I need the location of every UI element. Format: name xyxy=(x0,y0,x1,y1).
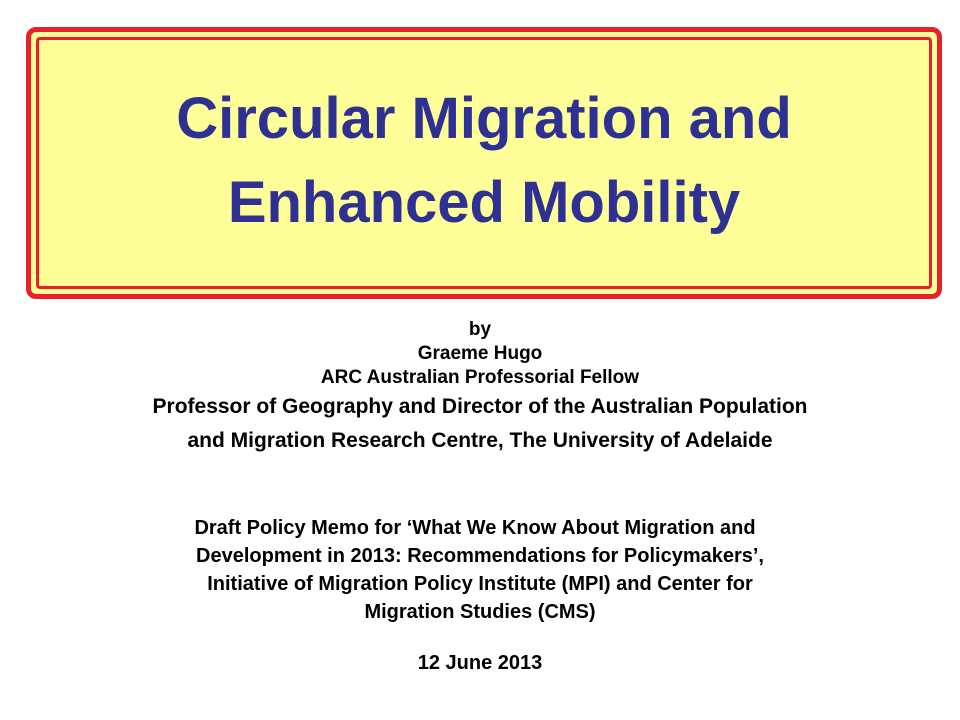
byline xyxy=(0,318,960,458)
memo-line-3: Initiative of Migration Policy Institute (MPI) and Center for xyxy=(207,573,753,595)
title-line-2: Enhanced Mobility xyxy=(227,170,741,235)
title-line-1: Circular Migration and xyxy=(176,86,792,151)
author-role-line-1: Professor of Geography and Director of the Australian Population xyxy=(152,395,808,418)
memo-line-2: Development in 2013: Recommendations for Policymakers’, xyxy=(196,545,764,567)
memo-line-1: Draft Policy Memo for ‘What We Know About Migration and xyxy=(194,517,756,539)
memo-line-4: Migration Studies (CMS) xyxy=(364,601,596,623)
author-name: Graeme Hugo xyxy=(417,343,543,364)
author-position: ARC Australian Professorial Fellow xyxy=(320,367,640,388)
title-box xyxy=(26,27,942,299)
by-label: by xyxy=(468,319,492,340)
title-box-inner xyxy=(36,37,932,289)
memo-description xyxy=(90,514,870,626)
author-role-line-2: and Migration Research Centre, The University of Adelaide xyxy=(187,429,773,452)
presentation-date: 12 June 2013 xyxy=(417,652,543,674)
